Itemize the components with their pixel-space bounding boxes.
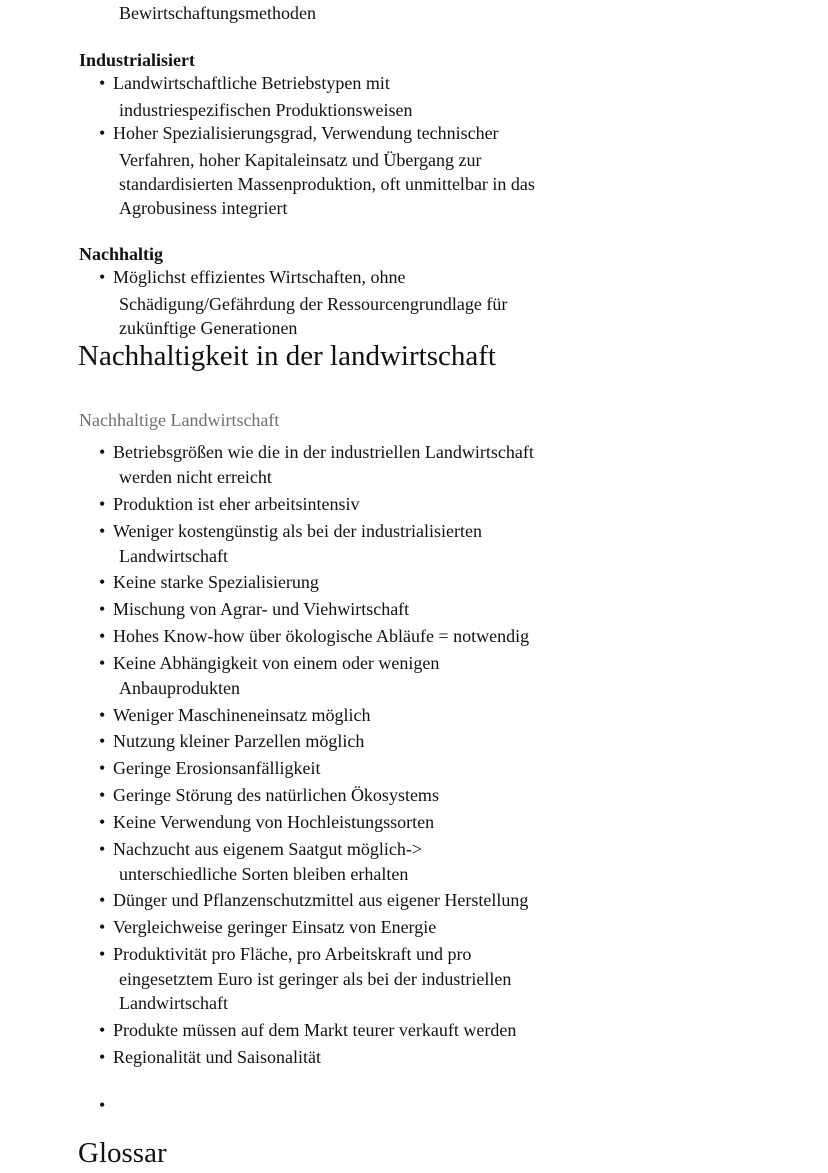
bullet: • [99, 73, 106, 93]
list-item-line: Mischung von Agrar- und Viehwirtschaft [113, 599, 410, 620]
list-item-line: Produkte müssen auf dem Markt teurer verkauft werden [113, 1019, 517, 1040]
bullet: • [99, 442, 106, 462]
bullet: • [99, 652, 106, 673]
list-item-line: Hoher Spezialisierungsgrad, Verwendung technischer [113, 123, 499, 143]
list-item-line: Hohes Know-how über ökologische Abläufe = notwendig [113, 626, 530, 646]
list-item-line: Dünger und Pflanzenschutzmittel aus eigener Herstellung [113, 890, 529, 911]
list-item-line: Landwirtschaftliche Betriebstypen mit [113, 73, 390, 93]
bullet: • [99, 1019, 106, 1040]
list-item-line: Landwirtschaft [119, 545, 228, 566]
bullet: • [99, 520, 106, 541]
continued-line: Bewirtschaftungsmethoden [119, 3, 316, 23]
list-item-line: Regionalität und Saisonalität [113, 1046, 321, 1067]
list-item-line: Keine Abhängigkeit von einem oder wenigen [113, 652, 440, 673]
bullet: • [99, 1094, 106, 1115]
list-item-line: Weniger Maschineneinsatz möglich [113, 704, 371, 725]
bullet: • [99, 785, 106, 805]
bullet: • [99, 267, 106, 287]
bullet: • [99, 758, 106, 779]
bullet: • [99, 890, 106, 911]
list-item-line: Betriebsgrößen wie die in der industriellen Landwirtschaft [113, 442, 534, 462]
list-item-line: Agrobusiness integriert [119, 198, 288, 218]
list-item-line: Produktion ist eher arbeitsintensiv [113, 493, 360, 514]
bullet: • [99, 731, 106, 752]
list-item-line: Nachzucht aus eigenem Saatgut möglich-> [113, 838, 423, 859]
list-item-line: Anbauprodukten [119, 677, 240, 698]
bullet: • [99, 811, 106, 832]
list-item-line: Nutzung kleiner Parzellen möglich [113, 731, 365, 752]
list-item-line: Landwirtschaft [119, 993, 228, 1013]
heading-nachhaltig: Nachhaltig [79, 244, 164, 264]
list-item-line: industriespezifischen Produktionsweisen [119, 100, 413, 120]
list-item-line: Schädigung/Gefährdung der Ressourcengrundlage für [119, 294, 508, 314]
bullet: • [99, 917, 106, 938]
list-item-line: Weniger kostengünstig als bei der industrialisierten [113, 520, 482, 541]
list-item-line: Keine Verwendung von Hochleistungssorten [113, 811, 435, 832]
list-item-line: Möglichst effizientes Wirtschaften, ohne [113, 267, 406, 287]
list-item-line: standardisierten Massenproduktion, oft unmittelbar in das [119, 174, 535, 194]
list-item-line: Produktivität pro Fläche, pro Arbeitskraft und pro [113, 944, 472, 964]
list-item-line: werden nicht erreicht [119, 467, 272, 487]
bullet: • [99, 123, 106, 143]
bullet: • [99, 493, 106, 514]
heading-industrialisiert: Industrialisiert [79, 50, 196, 70]
bullet: • [99, 838, 106, 859]
bullet: • [99, 1046, 106, 1067]
list-item-line: unterschiedliche Sorten bleiben erhalten [119, 863, 409, 884]
bullet: • [99, 572, 106, 593]
section-subtitle: Nachhaltige Landwirtschaft [79, 410, 280, 430]
list-item-line: Geringe Störung des natürlichen Ökosystems [113, 785, 439, 805]
list-item-line: Verfahren, hoher Kapitaleinsatz und Übergang zur [119, 150, 482, 170]
glossar-title: Glossar [78, 1137, 167, 1169]
list-item-line: eingesetztem Euro ist geringer als bei der industriellen [119, 969, 512, 989]
list-item-line: Geringe Erosionsanfälligkeit [113, 758, 321, 779]
section-title: Nachhaltigkeit in der landwirtschaft [78, 340, 496, 372]
list-item-line: Keine starke Spezialisierung [113, 572, 319, 593]
bullet: • [99, 944, 106, 964]
bullet: • [99, 704, 106, 725]
list-item-line: zukünftige Generationen [119, 318, 298, 338]
bullet: • [99, 626, 106, 646]
list-item-line: Vergleichweise geringer Einsatz von Energie [113, 917, 437, 938]
bullet: • [99, 599, 106, 620]
